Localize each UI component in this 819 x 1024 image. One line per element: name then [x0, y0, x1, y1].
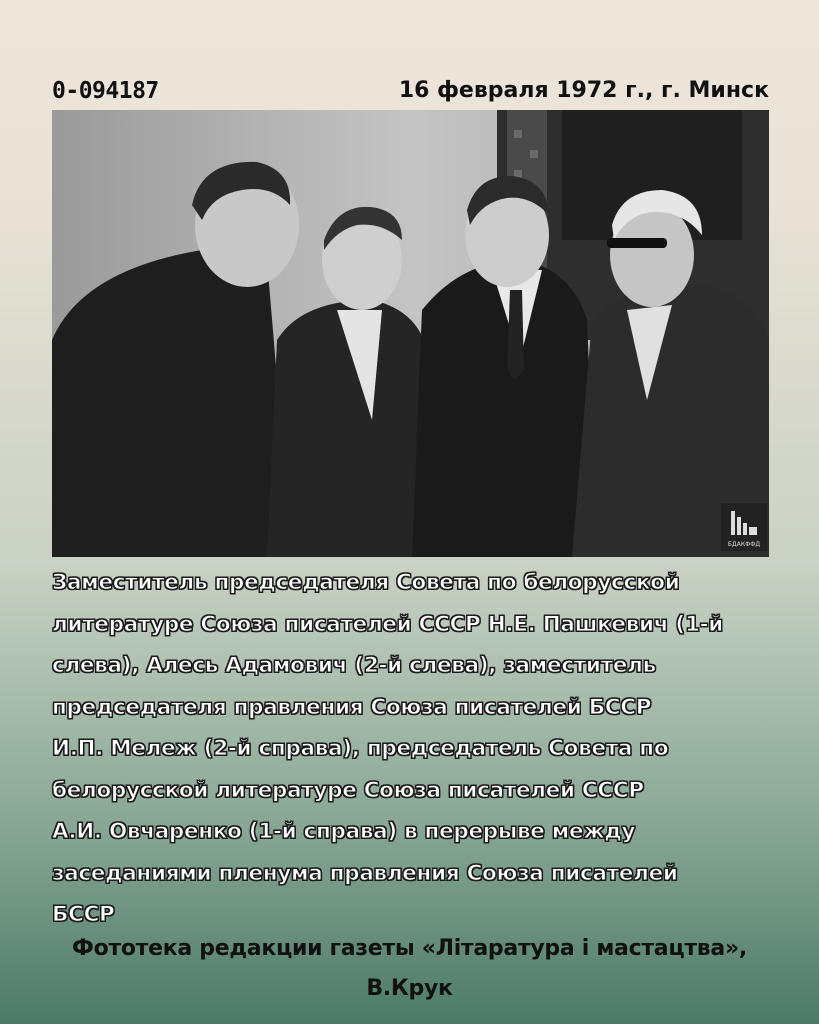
caption-line: белорусской литературе Союза писателей СССР	[52, 777, 644, 803]
photo-credit	[0, 929, 819, 1009]
caption-line: И.П. Мележ (2-й справа), председатель Совета по	[52, 736, 669, 761]
document-id: 0-094187	[52, 78, 159, 104]
archival-photo	[52, 110, 769, 557]
caption-line: Заместитель председателя Совета по белорусской	[52, 570, 680, 595]
caption-line: заседаниями пленума правления Союза писателей	[52, 860, 678, 886]
caption-line: слева), Алесь Адамович (2-й слева), заместитель	[52, 653, 656, 678]
archive-logo-text: БДАКФФД	[727, 541, 761, 548]
credit-source: Фототека редакции газеты «Літаратура і мастацтва»,	[72, 936, 747, 961]
caption-line: литературе Союза писателей СССР Н.Е. Пашкевич (1-й	[52, 611, 723, 637]
photo-illustration	[52, 110, 769, 557]
caption-line: БССР	[52, 902, 115, 927]
credit-author: В.Крук	[366, 976, 453, 1001]
caption-line: А.И. Овчаренко (1-й справа) в перерыве между	[52, 819, 636, 844]
header	[52, 78, 769, 108]
document-date: 16 февраля 1972 г., г. Минск	[398, 78, 769, 103]
archive-logo	[721, 503, 767, 551]
photo-caption	[52, 562, 787, 936]
caption-line: председателя правления Союза писателей БССР	[52, 694, 652, 720]
archive-logo-icon	[721, 503, 767, 551]
